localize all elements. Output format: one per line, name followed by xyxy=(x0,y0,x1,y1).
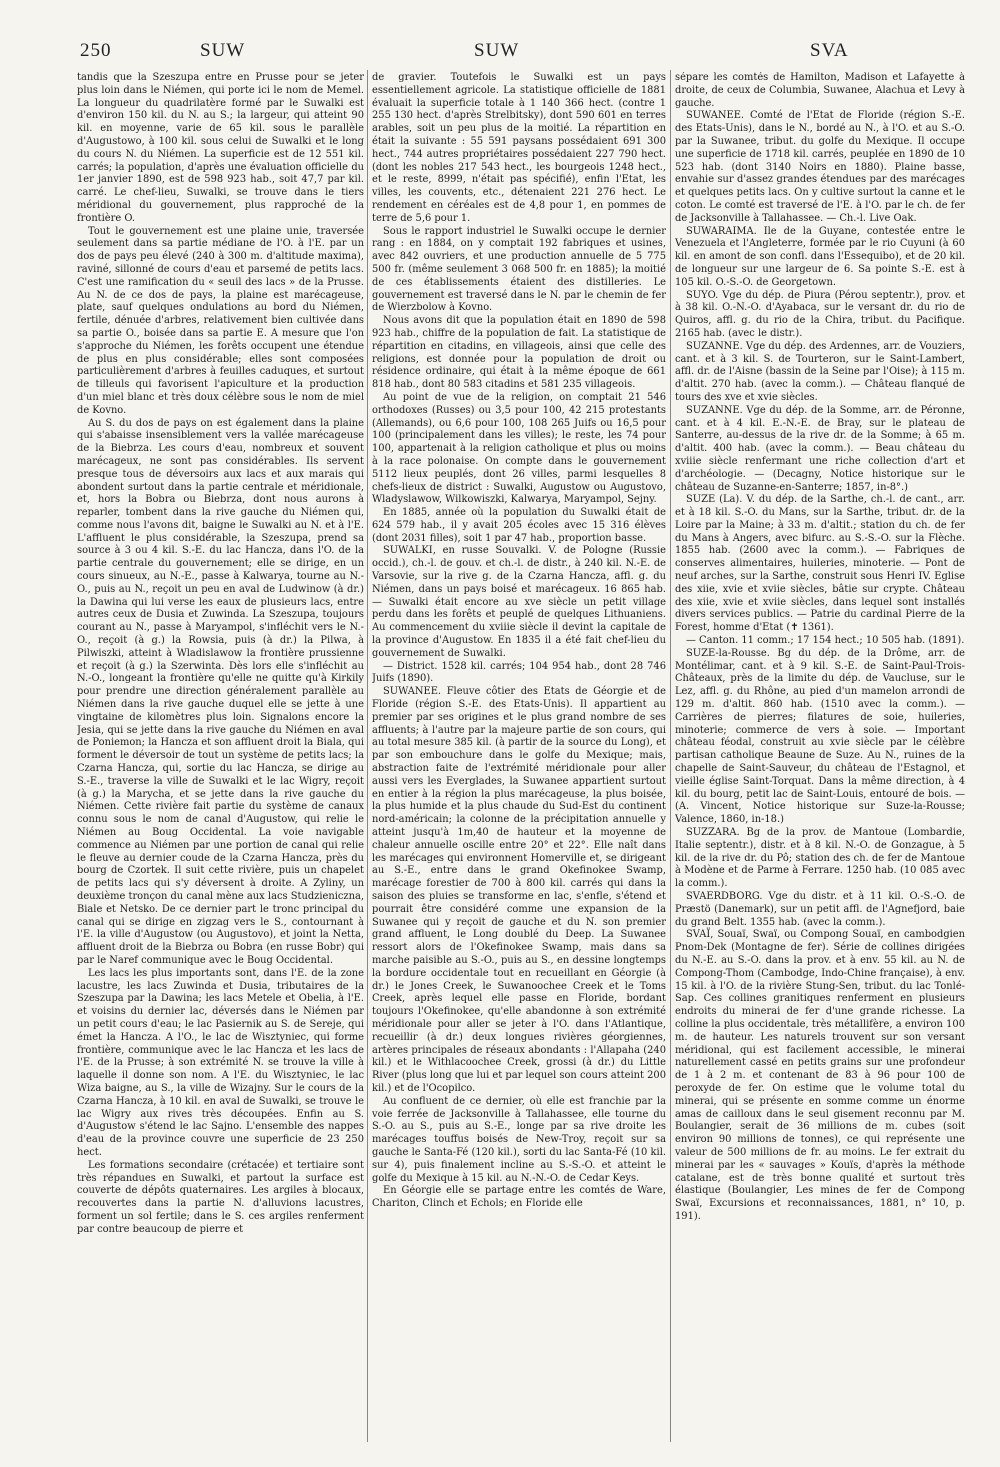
paragraph: Au S. du dos de pays on est également dans la plaine qui s'abaisse insensiblement vers la vallée marécageuse de la Biebrza. Les cours d'eau, nombreux et souvent marécageux, ne sont pas considérables. Ils servent presque tous de déversoirs aux lacs et aux marais qui abondent surtout dans la partie centrale et méridionale, et, hors la Bobra ou Biebrza, dont nous aurons à reparler, tombent dans la rive gauche du Niémen qui, comme nous l'avons dit, baigne le Suwalki au N. et à l'E. L'affluent le plus considérable, la Szeszupa, prend sa source à 3 ou 4 kil. S.-E. du lac Hancza, dans l'O. de la partie centrale du gouvernement; elle se dirige, en un cours sinueux, au N.-E., passe à Kalwarya, tourne au N.-O., puis au N., reçoit un peu en aval de Ludwinow (à dr.) la Dawina qui lui verse les eaux de plusieurs lacs, entre autres ceux de Dusia et Zuwinda. La Szeszupa, toujours courant au N., passe à Maryampol, s'infléchit vers le N.-O., reçoit (à g.) la Rowsia, puis (à dr.) la Pilwa, à Pilwiszki, atteint à Wladislawow la frontière prussienne et reçoit (à g.) la Szerwinta. Dès lors elle s'infléchit au N.-O., longeant la frontière qu'elle ne quitte qu'à Kirkily pour prendre une direction généralement parallèle au Niémen dans la rive gauche duquel elle se jette à une vingtaine de kilomètres plus loin. Signalons encore la Jesia, qui se jette dans la rive gauche du Niémen en aval de Poniemon; la Hancza et son affluent droit la Biala, qui forment le déversoir de tout un système de petits lacs; la Czarna Hancza, qui, sortie du lac Hancza, se dirige au S.-E., traverse la ville de Suwalki et le lac Wigry, reçoit (à g.) la Marycha, et se jette dans la rive gauche du Niémen. Cette rivière fait partie du système de canaux connu sous le nom de canal d'Augustow, qui relie le Niémen au Boug Occidental. La voie navigable commence au Niémen par une portion de canal qui relie le fleuve au dernier coude de la Czarna Hancza, près du bourg de Czortek. Il suit cette rivière, puis un chapelet de petits lacs qui s'y déversent à droite. A Zyliny, un deuxième tronçon du canal mène aux lacs Studzieniczna, Biale et Netsko. De ce dernier part le tronc principal du canal qui se dirige en zigzag vers le S., contournant à l'E. la ville d'Augustow (ou Augustovo), et joint la Netta, affluent droit de la Biebrza ou Bobra (en russe Bobr) qui par le Naref communique avec le Boug Occidental. xyxy=(77,417,364,966)
entry-suwanee-river: SUWANEE. Fleuve côtier des Etats de Géorgie et de Floride (région S.-E. des Etats-Unis). Il appartient au premier par ses origines et le plus grand nombre de ses affluents; à l'autre par la majeure partie de son cours, qui au total mesure 385 kil. (à partir de la source du Long), et par son embouchure dans le golfe du Mexique; mais, abstraction faite de l'extrémité méridionale pour aller aussi vers les Everglades, la Suwanee appartient surtout en entier à la région la plus marécageuse, la plus boisée, la plus humide et la plus chaude du Sud-Est du continent nord-américain; la colonne de la précipitation annuelle y atteint jusqu'à 1m,40 de hauteur et la moyenne de chaleur annuelle oscille entre 20° et 22°. Elle naît dans les marécages qui environnent Homerville et, se dirigeant au S.-E., entre dans le grand Okefinokee Swamp, marécage forestier de 700 à 800 kil. carrés qui dans la saison des pluies se transforme en lac, s'enfle, s'étend et pourrait être considéré comme une expansion de la Suwanee qui y reçoit de gauche et du N. son premier grand affluent, le Long doublé du Deep. La Suwanee ressort alors de l'Okefinokee Swamp, mais dans sa marche paisible au S.-O., puis au S., en dessine longtemps la bordure occidentale tout en recueillant en Géorgie (à dr.) le Jones Creek, le Suwanoochee Creek et le Toms Creek, après lequel elle passe en Floride, bordant toujours l'Okefinokee, qu'elle abandonne à son extrémité méridionale pour aller se jeter à l'O. dans l'Atlantique, recueillir (à dr.) deux longues rivières géorgiennes, artères principales de réseaux abondants : l'Allapaha (240 kil.) et le Withlacoochee Creek, grossi (à dr.) du Little River (plus long que lui et par lequel son cours atteint 200 kil.) et de l'Ocopilco. xyxy=(372,686,666,1094)
text-column-middle xyxy=(372,72,666,1444)
running-header xyxy=(0,40,1000,70)
paragraph: de gravier. Toutefois le Suwalki est un pays essentiellement agricole. La statistique officielle de 1881 évaluait la superficie totale à 1 140 366 hect. (contre 1 255 130 hect. d'après Strelbitsky), dont 590 601 en terres arables, soit un peu plus de la moitié. La répartition en était la suivante : 55 591 paysans possédaient 691 300 hect., 744 autres propriétaires possédaient 227 790 hect. (dont les nobles 217 543 hect., les bourgeois 1248 hect., et le reste, 8999, n'était pas spécifié), enfin l'Etat, les villes, les couvents, etc., détenaient 221 276 hect. Le rendement en céréales est de 4,8 pour 1, en pommes de terre de 5,6 pour 1. xyxy=(372,72,666,224)
entry-suzzara: SUZZARA. Bg de la prov. de Mantoue (Lombardie, Italie septentr.), distr. et à 8 kil. N.-O. de Gonzague, à 5 kil. de la rive dr. du Pô; station des ch. de fer de Mantoue à Modène et de Parme à Ferrare. 1250 hab. (10 085 avec la comm.). xyxy=(675,827,965,890)
paragraph: Les formations secondaire (crétacée) et tertiaire sont très répandues en Suwalki, et partout la surface est couverte de dépôts quaternaires. Les argiles à blocaux, recouvertes dans la partie N. d'alluvions lacustres, forment un sol fertile; dans le S. ces argiles renferment par contre beaucoup de pierre et xyxy=(77,1159,364,1235)
paragraph: tandis que la Szeszupa entre en Prusse pour se jeter plus loin dans le Niémen, qui porte ici le nom de Memel. La longueur du quadrilatère formé par le Suwalki est d'environ 150 kil. du N. au S.; la largeur, qui atteint 90 kil. en moyenne, varie de 65 kil. sous le parallèle d'Augustowo, à 100 kil. sous celui de Suwalki et le long du cours N. du Niémen. La superficie est de 12 551 kil. carrés; la population, d'après une évaluation officielle du 1er janvier 1890, est de 598 923 hab., soit 47,7 par kil. carré. Le chef-lieu, Suwalki, se trouve dans le tiers méridional du gouvernement, plus rapproché de la frontière O. xyxy=(77,72,364,224)
paragraph: Nous avons dit que la population était en 1890 de 598 923 hab., chiffre de la population de fait. La statistique de répartition en citadins, en villageois, ainsi que celle des religions, est donnée pour la population de droit ou résidence ordinaire, qui était à la même époque de 661 818 hab., dont 80 583 citadins et 581 235 villageois. xyxy=(372,315,666,391)
column-rule-left xyxy=(367,70,368,1442)
entry-suyo: SUYO. Vge du dép. de Piura (Pérou septentr.), prov. et à 38 kil. O.-N.-O. d'Ayabaca, sur le versant dr. du rio de Quiros, affl. g. du rio de la Chira, tribut. du Pacifique. 2165 hab. (avec le distr.). xyxy=(675,289,965,339)
header-center-word: SUW xyxy=(474,40,520,61)
entry-suze-la-rousse: SUZE-la-Rousse. Bg du dép. de la Drôme, arr. de Montélimar, cant. et à 9 kil. S.-E. de Saint-Paul-Trois-Châteaux, près de la limite du dép. de Vaucluse, sur le Lez, affl. g. du Rhône, au pied d'un mamelon arrondi de 129 m. d'altit. 860 hab. (1510 avec la comm.). — Carrières de pierres; filatures de soie, huileries, minoterie; commerce de vers à soie. — Important château féodal, construit au xvie siècle par le célèbre partisan catholique Beaune de Suze. Au N., ruines de la chapelle de Saint-Sauveur, du château de l'Estagnol, et vieille église Saint-Torquat. Dans la même direction, à 4 kil. du bourg, petit lac de Saint-Louis, entouré de bois. — (A. Vincent, Notice historique sur Suze-la-Rousse; Valence, 1860, in-18.) xyxy=(675,647,965,826)
entry-suzanne-somme: SUZANNE. Vge du dép. de la Somme, arr. de Péronne, cant. et à 4 kil. E.-N.-E. de Bray, sur le plateau de Santerre, au-dessus de la rive dr. de la Somme; à 65 m. d'altit. 400 hab. (avec la comm.). — Beau château du xviiie siècle renfermant une riche collection d'art et d'archéologie. — (Decagny, Notice historique sur le château de Suzanne-en-Santerre; 1857, in-8°.) xyxy=(675,404,965,493)
paragraph: En 1885, année où la population du Suwalki était de 624 579 hab., il y avait 205 écoles avec 15 316 élèves (dont 2031 filles), soit 1 par 47 hab., proportion basse. xyxy=(372,507,666,544)
entry-suwalki-town: SUWALKI, en russe Souvalki. V. de Pologne (Russie occid.), ch.-l. de gouv. et ch.-l. de distr., à 240 kil. N.-E. de Varsovie, sur la rive g. de la Czarna Hancza, affl. g. du Niémen, dans un pays boisé et marécageux. 16 865 hab. — Suwalki était encore au xve siècle un petit village perdu dans les forêts et peuplé de quelques Lithuaniens. Au commencement du xviiie siècle il devint la capitale de la province d'Augustow. En 1835 il a été fait chef-lieu du gouvernement de Suwalki. xyxy=(372,545,666,659)
entry-suzanne-ardennes: SUZANNE. Vge du dép. des Ardennes, arr. de Vouziers, cant. et à 3 kil. S. de Tourteron, sur le Saint-Lambert, affl. dr. de l'Aisne (bassin de la Seine par l'Oise); à 115 m. d'altit. 270 hab. (avec la comm.). — Château flanqué de tours des xve et xvie siècles. xyxy=(675,340,965,403)
paragraph: Sous le rapport industriel le Suwalki occupe le dernier rang : en 1884, on y comptait 192 fabriques et usines, avec 842 ouvriers, et une production annuelle de 5 775 500 fr. (même seulement 3 068 500 fr. en 1885); la moitié de ces établissements étaient des distilleries. Le gouvernement est traversé dans le N. par le chemin de fer de Wierzbolow à Kovno. xyxy=(372,225,666,314)
entry-suwanee-county: SUWANEE. Comté de l'Etat de Floride (région S.-E. des Etats-Unis), dans le N., bordé au N., à l'O. et au S.-O. par la Suwanee, tribut. du golfe du Mexique. Il occupe une superficie de 1718 kil. carrés, peuplée en 1890 de 10 523 hab. (dont 3140 Noirs en 1880). Plaine basse, envahie sur d'assez grandes étendues par des marécages et quelques petits lacs. On y cultive surtout la canne et le coton. Le comté est traversé de l'E. à l'O. par le ch. de fer de Jacksonville à Tallahassee. — Ch.-l. Live Oak. xyxy=(675,110,965,224)
entry-suze-la: SUZE (La). V. du dép. de la Sarthe, ch.-l. de cant., arr. et à 18 kil. S.-O. du Mans, sur la Sarthe, tribut. dr. de la Loire par la Maine; à 33 m. d'altit.; station du ch. de fer du Mans à Angers, avec bifurc. au S.-S.-O. sur la Flèche. 1855 hab. (2600 avec la comm.). — Fabriques de conserves alimentaires, huileries, minoterie. — Pont de neuf arches, sur la Sarthe, construit sous Henri IV. Eglise des xiie, xvie et xviie siècles, bâtie sur crypte. Château des xiie, xvie et xviie siècles, dans lequel sont installés divers services publics. — Patrie du cardinal Pierre de la Forest, homme d'Etat (✝ 1361). xyxy=(675,494,965,634)
header-right-word: SVA xyxy=(810,40,849,61)
paragraph: sépare les comtés de Hamilton, Madison et Lafayette à droite, de ceux de Columbia, Suwanee, Alachua et Levy à gauche. xyxy=(675,72,965,109)
page-number: 250 xyxy=(80,40,112,61)
text-column-left xyxy=(77,72,364,1444)
entry-suwaraima: SUWARAIMA. Ile de la Guyane, contestée entre le Venezuela et l'Angleterre, formée par le rio Cuyuni (à 60 kil. en amont de son confl. dans l'Essequibo), et de 20 kil. de longueur sur une largeur de 6. Sa pointe S.-E. est à 105 kil. O.-S.-O. de Georgetown. xyxy=(675,225,965,288)
entry-canton: — Canton. 11 comm.; 17 154 hect.; 10 505 hab. (1891). xyxy=(686,635,965,647)
paragraph: Au point de vue de la religion, on comptait 21 546 orthodoxes (Russes) ou 3,5 pour 100, 42 215 protestants (Allemands), ou 6,6 pour 100, 108 265 Juifs ou 16,5 pour 100 (principalement dans les villes); le reste, les 74 pour 100, appartenait à la religion catholique et plus ou moins à la race polonaise. On compte dans le gouvernement 5112 lieux peuplés, dont 26 villes, parmi lesquelles 8 chefs-lieux de district : Suwalki, Augustow ou Augustovo, Wladyslawow, Wilkowiszki, Kalwarya, Maryampol, Sejny. xyxy=(372,391,666,506)
paragraph: Les lacs les plus importants sont, dans l'E. de la zone lacustre, les lacs Zuwinda et Dusia, tributaires de la Szeszupa par la Dawina; les lacs Metele et Obelia, à l'E. et voisins du dernier lac, déversés dans le Niémen par un petit cours d'eau; le lac Pasiernik au S. de Sereje, qui émet la Hancza. A l'O., le lac de Wisztyniec, qui forme frontière, communique avec le lac Hancza et les lacs de l'E. de la Prusse; à son extrémité N. se trouve la ville à laquelle il donne son nom. A l'E. du Wisztyniec, le lac Wiza baigne, au S., la ville de Wizajny. Sur le cours de la Czarna Hancza, à 10 kil. en aval de Suwalki, se trouve le lac Wigry aux rives très découpées. Enfin au S. d'Augustow s'étend le lac Sajno. L'ensemble des nappes d'eau de la province couvre une superficie de 23 250 hect. xyxy=(77,967,364,1158)
paragraph: Tout le gouvernement est une plaine unie, traversée seulement dans sa partie médiane de l'O. à l'E. par un dos de pays peu élevé (240 à 300 m. d'altitude maxima), raviné, sillonné de cours d'eau et parsemé de petits lacs. C'est une ramification du « seuil des lacs » de la Prusse. Au N. de ce dos de pays, la plaine est marécageuse, plate, sauf quelques ondulations au bord du Niémen, fertile, dénuée d'arbres, relativement bien cultivée dans sa partie O., boisée dans sa partie E. A mesure que l'on s'approche du Niémen, les forêts occupent une étendue de plus en plus considérable; elles sont composées particulièrement d'arbres à feuilles caduques, et surtout de tilleuls qui favorisent l'apiculture et la production d'un miel blanc et très doux célèbre sous le nom de miel de Kovno. xyxy=(77,225,364,416)
entry-svai: SVAÏ, Souaï, Swaï, ou Compong Souaï, en cambodgien Pnom-Dek (Montagne de fer). Série de collines dirigées du N.-E. au S.-O. dans la prov. et à env. 55 kil. au N. de Compong-Thom (Cambodge, Indo-Chine française), à env. 15 kil. à l'O. de la rivière Stung-Sen, tribut. du lac Tonlé-Sap. Ces collines granitiques renferment en plusieurs endroits du minerai de fer d'une grande richesse. La colline la plus occidentale, très métallifère, a environ 100 m. de hauteur. Les naturels trouvent sur son versant méridional, qui est facilement accessible, le minerai naturellement cassé en petits grains sur une profondeur de 1 à 2 m. et contenant de 83 à 96 pour 100 de peroxyde de fer. On estime que le volume total du minerai, qui se présente en somme comme un énorme amas de cailloux dans le seul gisement reconnu par M. Boulangier, serait de 36 millions de m. cubes (soit environ 90 millions de tonnes), ce qui représente une valeur de 500 millions de fr. au moins. Le fer extrait du minerai par les « sauvages » Kouïs, d'après la méthode catalane, est de très bonne qualité et surtout très élastique (Boulangier, Les mines de fer de Compong Swaï, Excursions et reconnaissances, 1881, n° 10, p. 191). xyxy=(675,929,965,1222)
header-left-word: SUW xyxy=(200,40,246,61)
text-column-right xyxy=(675,72,965,1444)
entry-district: — District. 1528 kil. carrés; 104 954 hab., dont 28 746 Juifs (1890). xyxy=(372,660,666,685)
column-rule-right xyxy=(670,70,671,1442)
paragraph: Au confluent de ce dernier, où elle est franchie par la voie ferrée de Jacksonville à Tallahassee, elle tourne du S.-O. au S., puis au S.-E., longe par sa rive droite les marécages touffus boisés de New-Troy, reçoit sur sa gauche le Santa-Fé (120 kil.), sorti du lac Santa-Fé (10 kil. sur 4), puis finalement incline au S.-S.-O. et atteint le golfe du Mexique à 15 kil. au N.-N.-O. de Cedar Keys. xyxy=(372,1095,666,1184)
paragraph: En Géorgie elle se partage entre les comtés de Ware, Chariton, Clinch et Echols; en Floride elle xyxy=(372,1185,666,1210)
entry-svaerdborg: SVAERDBORG. Vge du distr. et à 11 kil. O.-S.-O. de Præstö (Danemark), sur un petit affl. de l'Agnefjord, baie du grand Belt. 1355 hab. (avec la comm.). xyxy=(675,891,965,928)
